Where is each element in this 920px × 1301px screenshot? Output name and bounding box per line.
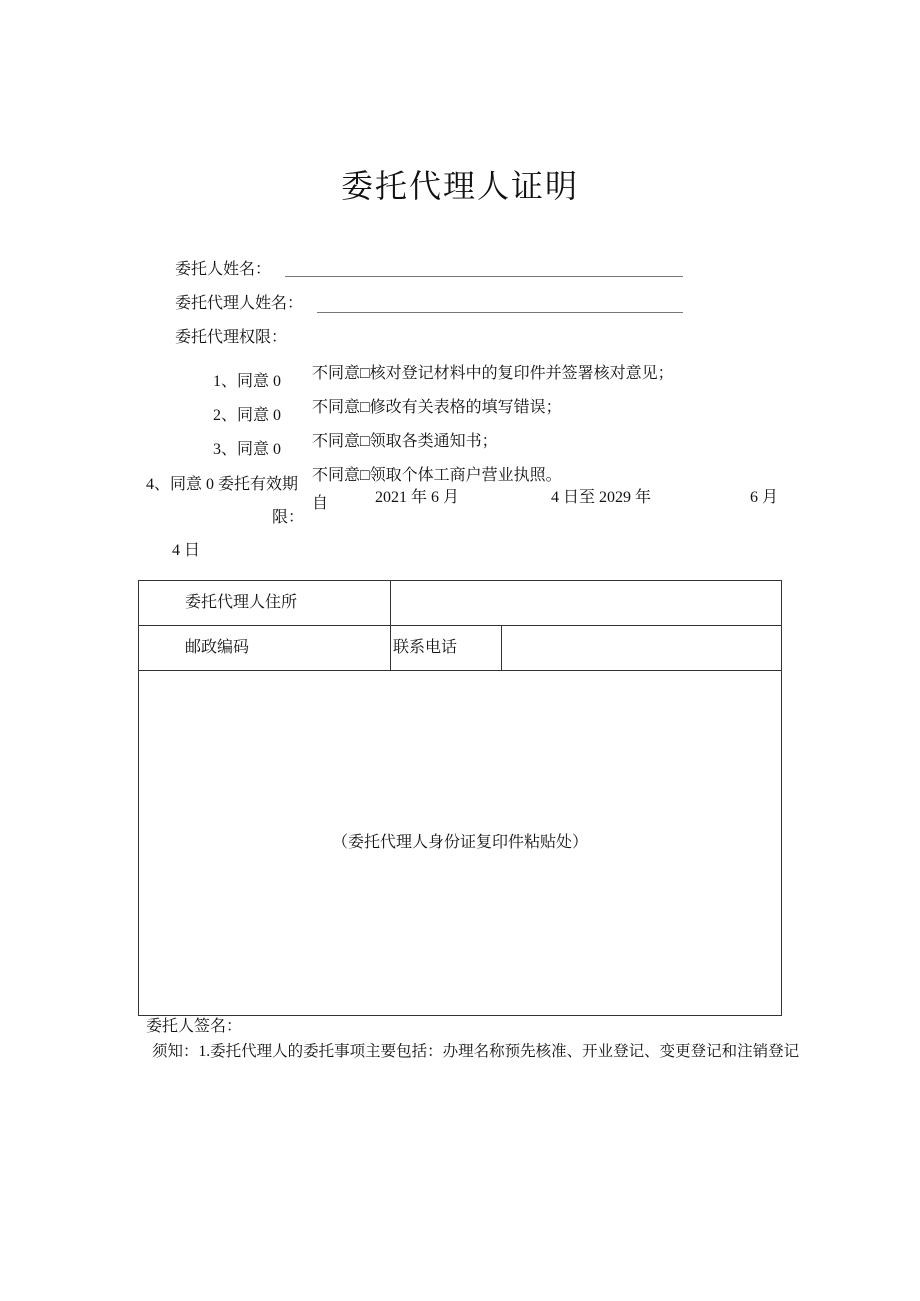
agent-name-blank-line <box>317 312 683 313</box>
permission-1-agree: 1、同意 0 <box>213 373 282 390</box>
id-copy-paste-area <box>139 671 782 1016</box>
permission-2-agree: 2、同意 0 <box>213 407 282 424</box>
postcode-label: 邮政编码 <box>185 639 250 656</box>
phone-label: 联系电话 <box>393 639 458 656</box>
permission-1-option: 不同意□核对登记材料中的复印件并签署核对意见； <box>312 365 674 382</box>
validity-end-day: 4 日 <box>172 542 201 559</box>
principal-name-label: 委托人姓名： <box>175 261 272 278</box>
validity-end-month: 6 月 <box>750 489 779 506</box>
document-title: 委托代理人证明 <box>340 168 579 204</box>
table-row <box>139 581 782 626</box>
table-row <box>139 626 782 671</box>
phone-value-cell <box>502 626 782 671</box>
notice-text: 须知：1.委托代理人的委托事项主要包括：办理名称预先核准、开业登记、变更登记和注销登记 <box>152 1043 800 1060</box>
permission-3-agree: 3、同意 0 <box>213 441 282 458</box>
validity-mid: 4 日至 2029 年 <box>551 489 652 506</box>
validity-label-tail: 限： <box>272 509 305 526</box>
permission-3-option: 不同意□领取各类通知书； <box>312 433 498 450</box>
permission-2-option: 不同意□修改有关表格的填写错误； <box>312 399 562 416</box>
table-row <box>139 671 782 1016</box>
permission-4-option: 不同意□领取个体工商户营业执照。 <box>312 467 562 484</box>
contact-table <box>138 580 782 1016</box>
validity-start-date: 2021 年 6 月 <box>375 489 460 506</box>
permission-4-agree: 4、同意 0 委托有效期 <box>146 476 299 493</box>
id-copy-placeholder: （委托代理人身份证复印件粘贴处） <box>331 834 588 851</box>
agent-name-label: 委托代理人姓名： <box>175 295 304 312</box>
address-value-cell <box>391 581 782 626</box>
validity-from-prefix: 自 <box>312 495 329 512</box>
authority-label: 委托代理权限： <box>175 329 288 346</box>
postcode-label-cell <box>139 626 391 671</box>
address-label-cell <box>139 581 391 626</box>
signature-label: 委托人签名： <box>146 1018 243 1035</box>
phone-label-cell <box>391 626 502 671</box>
address-label: 委托代理人住所 <box>185 594 298 611</box>
principal-name-blank-line <box>285 276 683 277</box>
